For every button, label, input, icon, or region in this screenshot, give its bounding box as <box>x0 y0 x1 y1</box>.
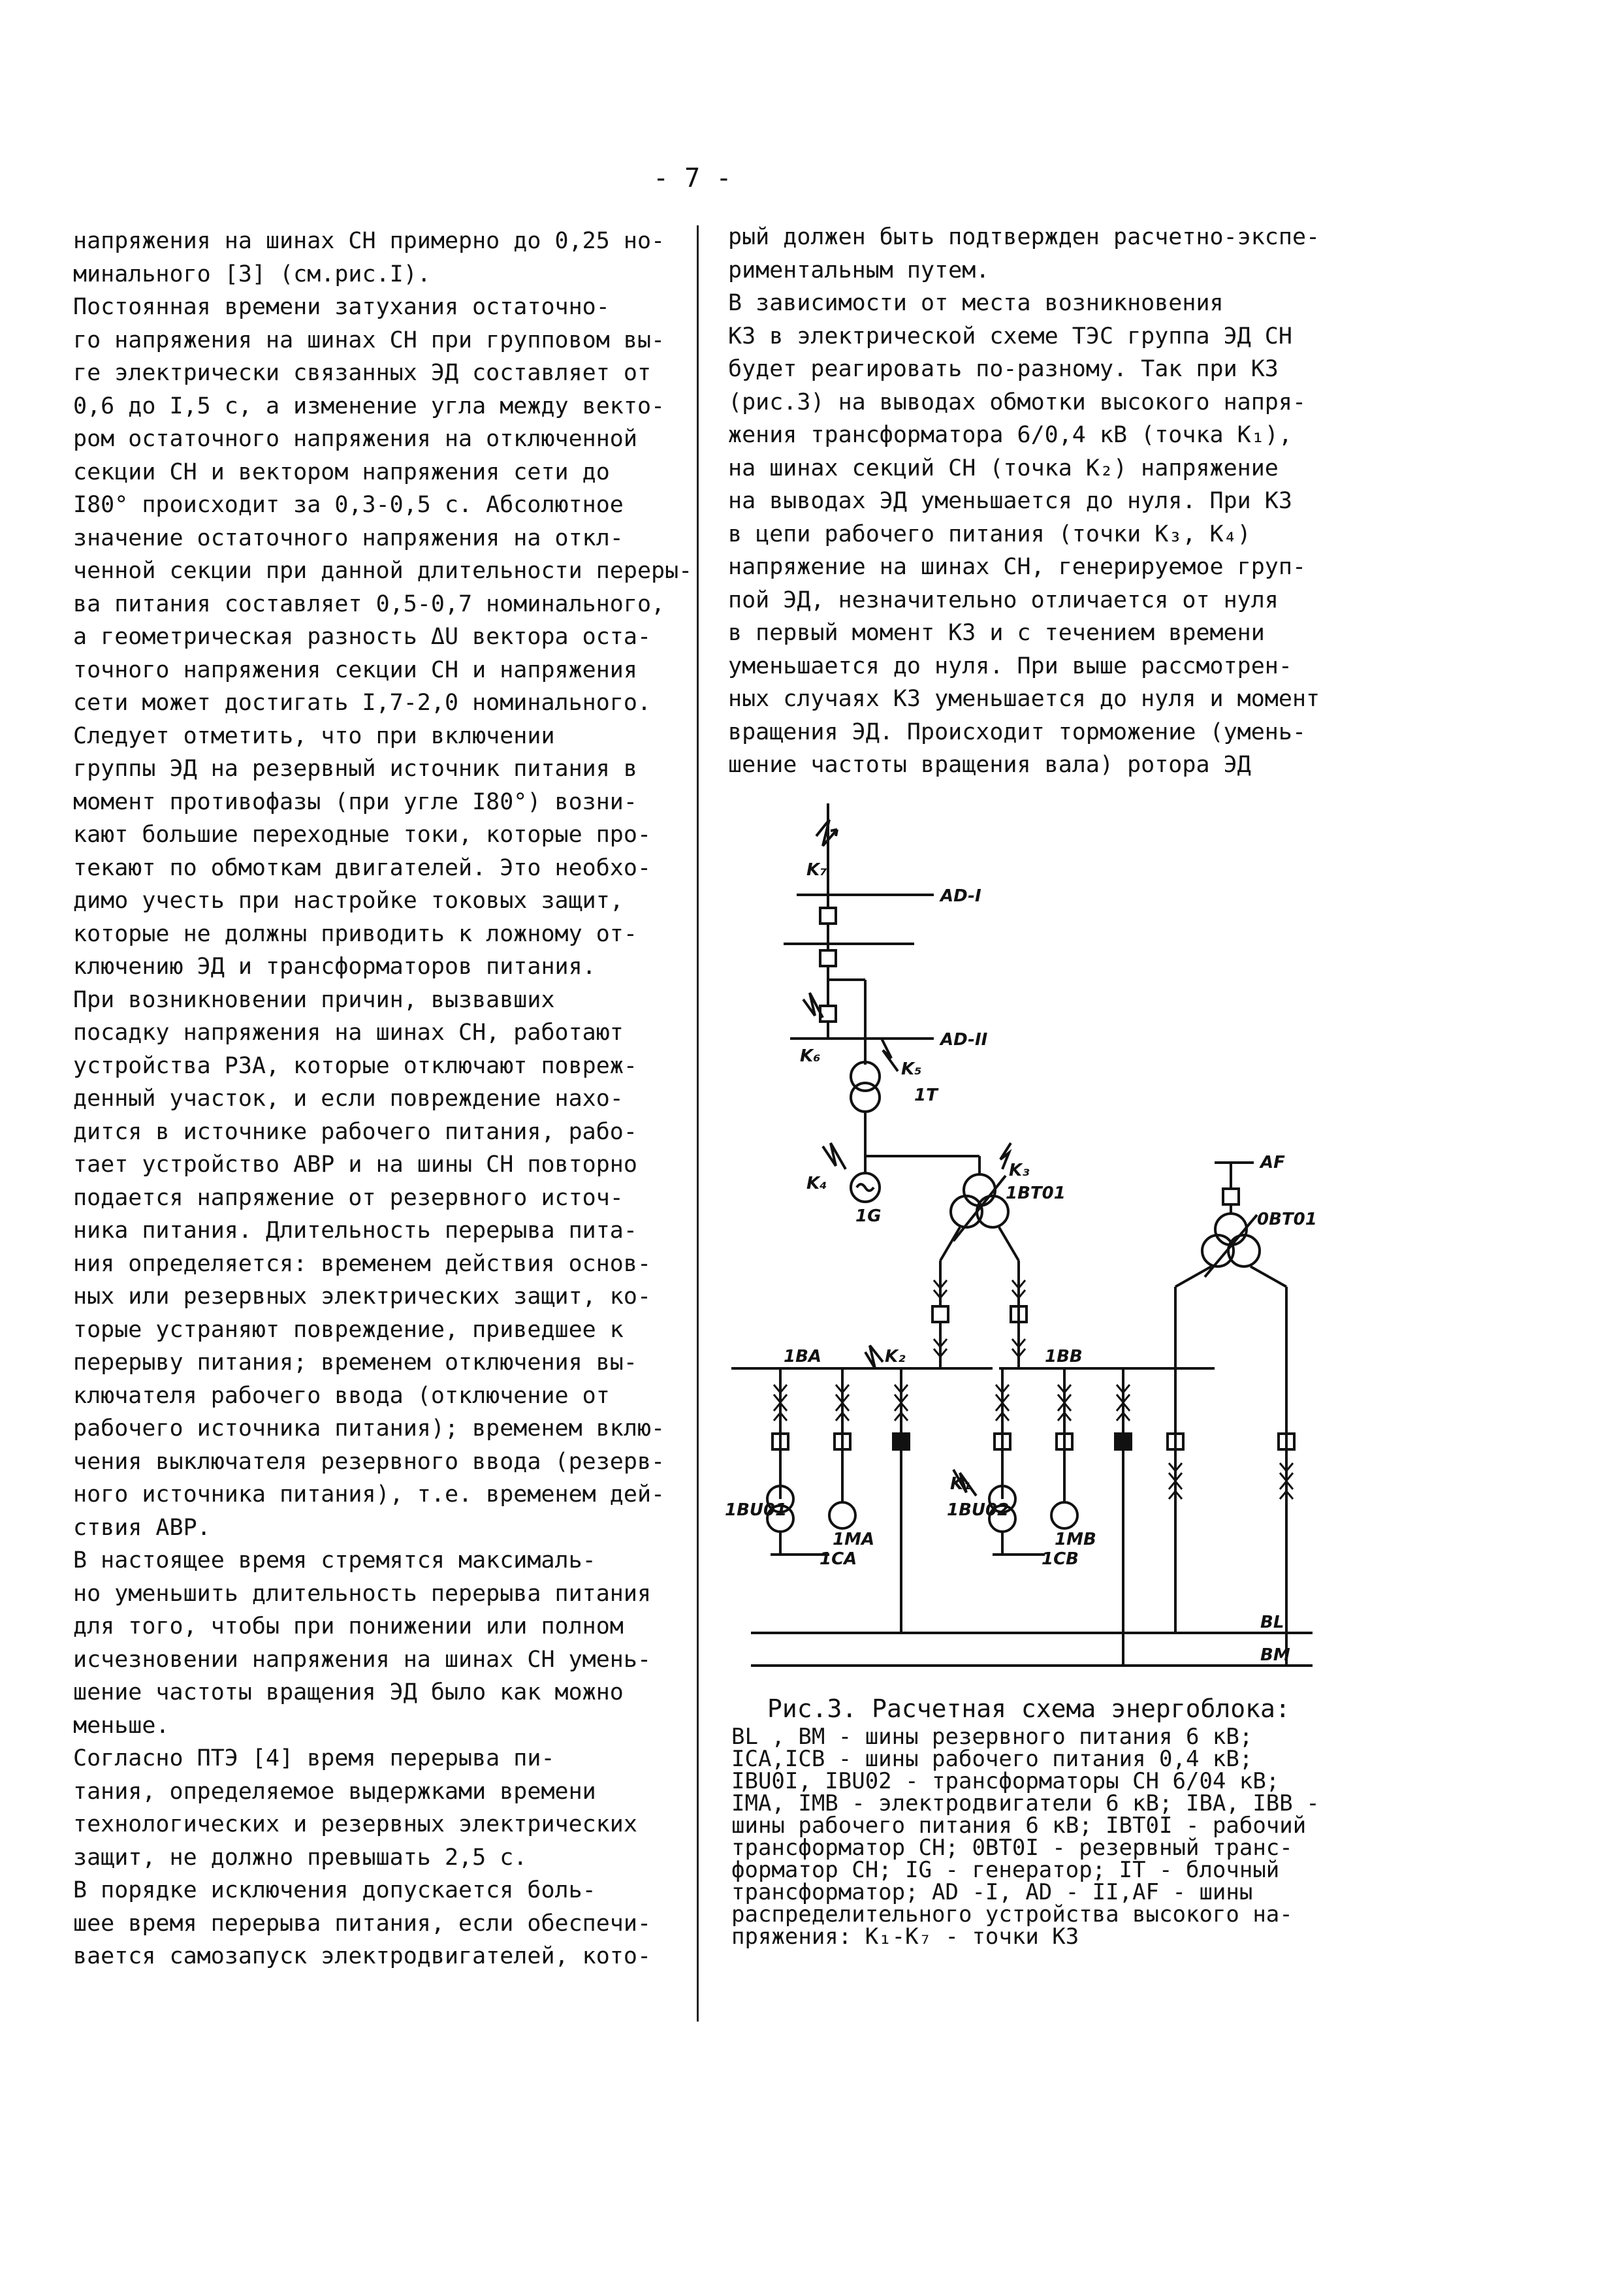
label-ad1: AD-I <box>940 886 981 906</box>
text-line: КЗ в электрической схеме ТЭС группа ЭД СН <box>728 323 1292 349</box>
column-divider <box>697 225 699 2022</box>
right-column-text <box>728 221 1348 782</box>
label-1t: 1T <box>914 1086 938 1105</box>
text-line: Согласно ПТЭ [4] время перерыва пи- <box>73 1745 555 1771</box>
text-line: исчезновении напряжения на шинах СН умень- <box>73 1646 652 1673</box>
text-line: ром остаточного напряжения на отключенной <box>73 426 637 452</box>
page-number: - 7 - <box>653 163 732 193</box>
label-af: AF <box>1260 1153 1285 1172</box>
text-line: перерыву питания; временем отключения вы- <box>73 1349 637 1376</box>
text-line: минального [3] (см.рис.I). <box>73 261 431 287</box>
power-unit-circuit-diagram <box>718 790 1352 1685</box>
label-bm: BM <box>1260 1645 1290 1665</box>
text-line: на выводах ЭД уменьшается до нуля. При КЗ <box>728 488 1292 514</box>
text-line: группы ЭД на резервный источник питания в <box>73 756 637 782</box>
text-line: сети может достигать I,7-2,0 номинального. <box>73 690 652 716</box>
text-line: напряжение на шинах СН, генерируемое груп- <box>728 554 1307 580</box>
text-line: но уменьшить длительность перерыва питания <box>73 1580 652 1607</box>
caption-line: ICA,ICB - шины рабочего питания 0,4 кВ; <box>731 1746 1253 1772</box>
text-line: подается напряжение от резервного источ- <box>73 1184 624 1211</box>
label-k7: K₇ <box>806 860 827 880</box>
text-line: риментальным путем. <box>728 257 990 283</box>
text-line: текают по обмоткам двигателей. Это необхо- <box>73 854 652 881</box>
text-line: (рис.3) на выводах обмотки высокого напря- <box>728 389 1307 415</box>
text-line: точного напряжения секции СН и напряжения <box>73 656 637 683</box>
text-line: будет реагировать по-разному. Так при КЗ <box>728 356 1279 382</box>
label-k6: K₆ <box>800 1046 821 1066</box>
text-line: на шинах секций СН (точка К₂) напряжение <box>728 455 1279 481</box>
caption-line: форматор СН; IG - генератор; IT - блочный <box>731 1857 1280 1883</box>
text-line: шение частоты вращения ЭД было как можно <box>73 1679 624 1705</box>
text-line: в цепи рабочего питания (точки К₃, К₄) <box>728 521 1251 547</box>
text-line: ге электрически связанных ЭД составляет от <box>73 360 652 386</box>
text-line: димо учесть при настройке токовых защит, <box>73 888 624 914</box>
text-line: напряжения на шинах СН примерно до 0,25 но- <box>73 228 665 254</box>
text-line: ва питания составляет 0,5-0,7 номинального, <box>73 590 665 617</box>
text-line: ных или резервных электрических защит, ко- <box>73 1283 652 1310</box>
text-line: денный участок, и если повреждение нахо- <box>73 1086 624 1112</box>
text-line: шение частоты вращения вала) ротора ЭД <box>728 752 1251 778</box>
figure-caption <box>731 1692 1358 1948</box>
caption-line: пряжения: К₁-К₇ - точки КЗ <box>731 1924 1079 1950</box>
text-line: пой ЭД, незначительно отличается от нуля <box>728 587 1279 613</box>
text-line: защит, не должно превышать 2,5 с. <box>73 1844 528 1871</box>
text-line: кают большие переходные токи, которые про- <box>73 822 652 848</box>
caption-line: шины рабочего питания 6 кВ; IBT0I - рабочий <box>731 1813 1307 1839</box>
label-k3: K₃ <box>1009 1161 1030 1180</box>
text-line: Постоянная времени затухания остаточно- <box>73 294 610 320</box>
label-1bu02: 1BU02 <box>947 1500 1010 1520</box>
text-line: вается самозапуск электродвигателей, кото- <box>73 1943 652 1969</box>
text-line: ключателя рабочего ввода (отключение от <box>73 1382 610 1409</box>
caption-line: трансформатор СН; 0BT0I - резервный транс- <box>731 1835 1293 1861</box>
caption-line: трансформатор; AD -I, AD - II,AF - шины <box>731 1879 1253 1905</box>
text-line: значение остаточного напряжения на откл- <box>73 524 624 551</box>
text-line: момент противофазы (при угле I80°) возни- <box>73 788 637 815</box>
text-line: а геометрическая разность ΔU вектора оста- <box>73 624 652 650</box>
text-line: В порядке исключения допускается боль- <box>73 1877 596 1903</box>
text-line: посадку напряжения на шинах СН, работают <box>73 1020 624 1046</box>
text-line: технологических и резервных электрических <box>73 1811 637 1837</box>
text-line: тания, определяемое выдержками времени <box>73 1778 596 1805</box>
text-line: ствия АВР. <box>73 1514 211 1541</box>
text-line: торые устраняют повреждение, приведшее к <box>73 1316 624 1343</box>
text-line: уменьшается до нуля. При выше рассмотрен- <box>728 653 1292 679</box>
label-k4: K₄ <box>806 1174 827 1193</box>
label-1cb: 1CB <box>1042 1549 1079 1569</box>
label-1g: 1G <box>855 1206 882 1226</box>
label-k1: K₁ <box>950 1474 971 1494</box>
text-line: меньше. <box>73 1712 170 1739</box>
text-line: ных случаях КЗ уменьшается до нуля и момент <box>728 686 1320 712</box>
text-line: в первый момент КЗ и с течением времени <box>728 620 1265 646</box>
text-line: При возникновении причин, вызвавших <box>73 986 555 1013</box>
text-line: шее время перерыва питания, если обеспечи- <box>73 1910 652 1937</box>
text-line: В зависимости от места возникновения <box>728 290 1224 316</box>
label-1bb: 1BB <box>1045 1347 1083 1366</box>
label-k2: K₂ <box>885 1347 906 1366</box>
label-1bu01: 1BU01 <box>725 1500 788 1520</box>
label-k5: K₅ <box>901 1059 922 1079</box>
caption-line: распределительного устройства высокого на- <box>731 1901 1293 1927</box>
text-line: устройства РЗА, которые отключают повреж- <box>73 1052 637 1079</box>
left-column-text <box>73 225 693 1973</box>
text-line: рый должен быть подтвержден расчетно-экспе- <box>728 224 1320 250</box>
text-line: дится в источнике рабочего питания, рабо- <box>73 1118 637 1145</box>
text-line: рабочего источника питания); временем вклю- <box>73 1415 665 1442</box>
text-line: 0,6 до I,5 с, а изменение угла между векто- <box>73 393 665 419</box>
label-1ba: 1BA <box>784 1347 822 1366</box>
text-line: го напряжения на шинах СН при групповом вы- <box>73 327 665 353</box>
text-line: которые не должны приводить к ложному от- <box>73 920 637 947</box>
label-1ca: 1CA <box>820 1549 857 1569</box>
caption-line: BL , BM - шины резервного питания 6 кВ; <box>731 1724 1253 1750</box>
text-line: ника питания. Длительность перерыва пита- <box>73 1218 637 1244</box>
label-0bt01: 0BT01 <box>1257 1210 1317 1229</box>
text-line: чения выключателя резервного ввода (резерв- <box>73 1448 665 1475</box>
text-line: для того, чтобы при понижении или полном <box>73 1613 624 1639</box>
label-ad2: AD-II <box>940 1030 988 1050</box>
figure-caption-title: Рис.3. Расчетная схема энергоблока: <box>767 1694 1290 1723</box>
text-line: жения трансформатора 6/0,4 кВ (точка К₁), <box>728 422 1292 448</box>
text-line: секции СН и вектором напряжения сети до <box>73 459 610 485</box>
label-1bt01: 1BT01 <box>1006 1184 1066 1203</box>
text-line: ния определяется: временем действия основ- <box>73 1250 652 1277</box>
label-1ma: 1MA <box>833 1530 875 1549</box>
text-line: ключению ЭД и трансформаторов питания. <box>73 954 596 980</box>
text-line: В настоящее время стремятся максималь- <box>73 1547 596 1573</box>
label-1mb: 1MB <box>1055 1530 1096 1549</box>
text-line: тает устройство АВР и на шины СН повторно <box>73 1152 637 1178</box>
caption-line: IBU0I, IBU02 - трансформаторы СН 6/04 кВ; <box>731 1768 1280 1794</box>
figure-caption-legend <box>731 1726 1358 1948</box>
caption-line: IMA, IMB - электродвигатели 6 кВ; IBA, IBB - <box>731 1790 1320 1816</box>
text-line: ного источника питания), т.е. временем дей- <box>73 1481 665 1508</box>
text-line: вращения ЭД. Происходит торможение (умень- <box>728 718 1307 745</box>
text-line: I80° происходит за 0,3-0,5 с. Абсолютное <box>73 492 624 518</box>
text-line: ченной секции при данной длительности переры- <box>73 558 693 584</box>
label-bl: BL <box>1260 1613 1284 1632</box>
text-line: Следует отметить, что при включении <box>73 722 555 749</box>
